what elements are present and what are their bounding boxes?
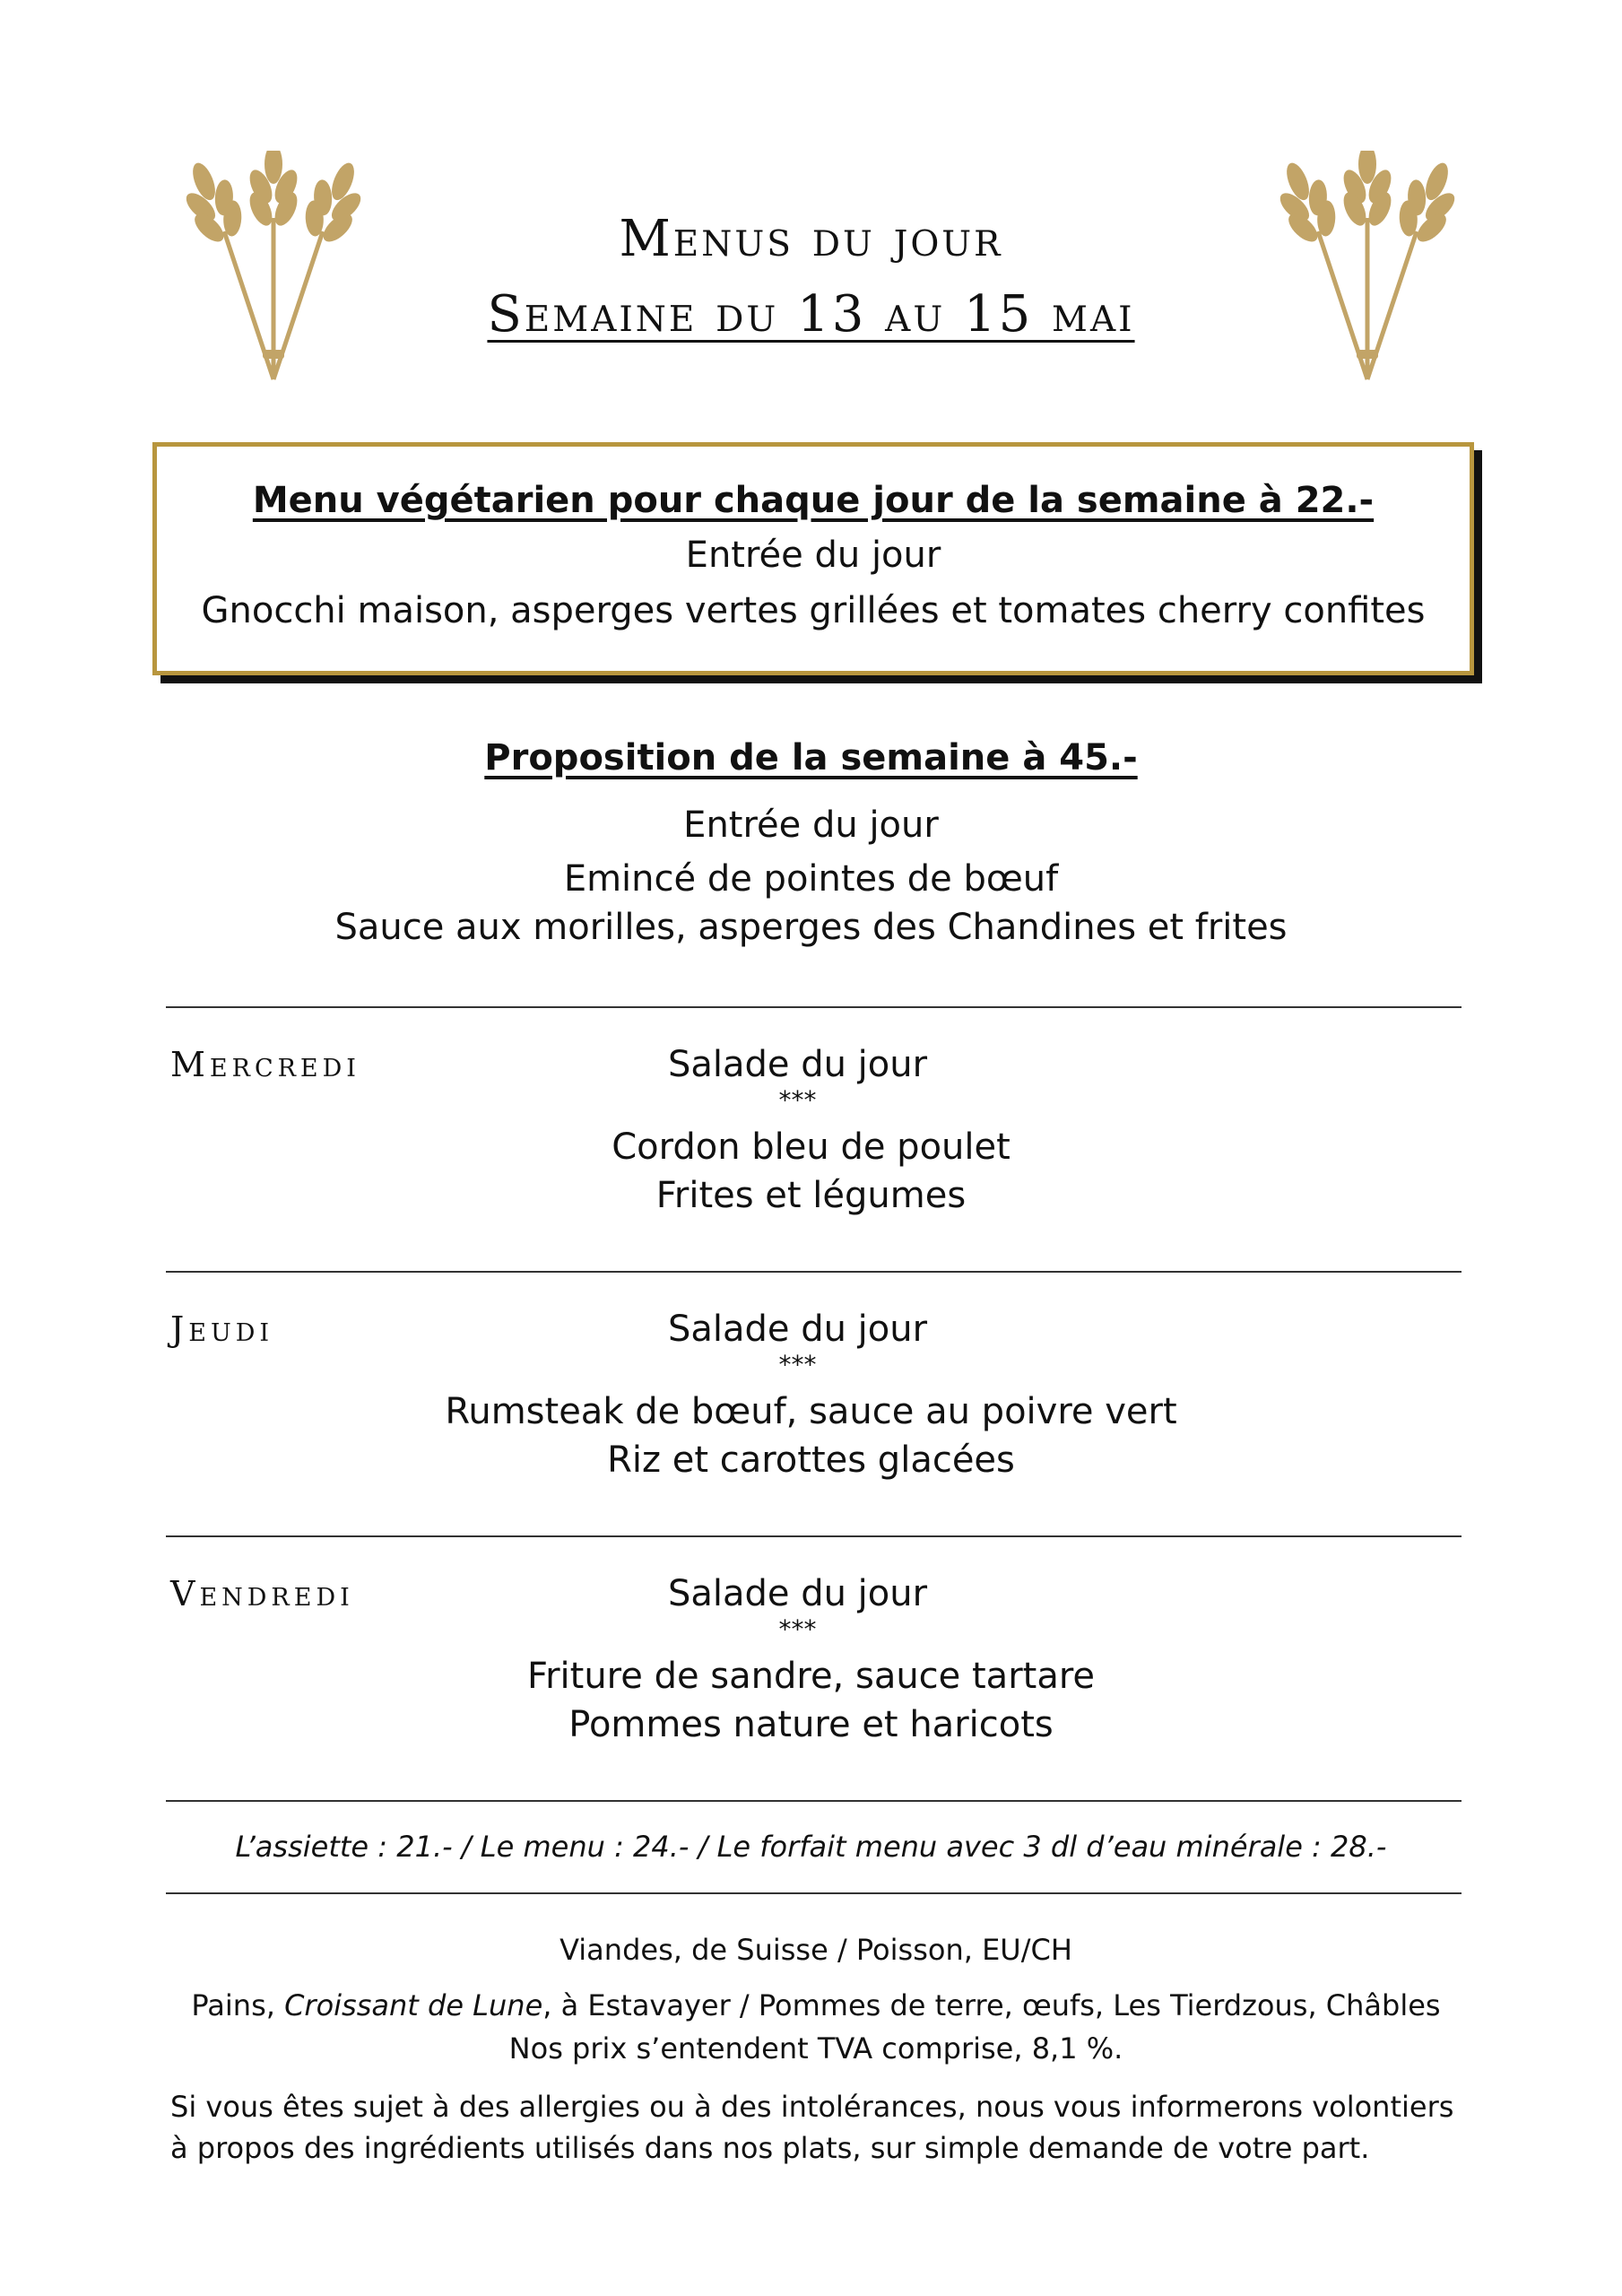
course-separator: *** — [778, 1350, 817, 1379]
day-side-dish: Pommes nature et haricots — [568, 1704, 1054, 1745]
supplier-prefix: Pains, — [191, 1988, 285, 2022]
page-title — [0, 202, 1622, 352]
vegetarian-menu-box — [152, 442, 1474, 675]
day-label-mercredi: Mercredi — [170, 1045, 360, 1084]
divider — [166, 1800, 1462, 1802]
course-separator: *** — [778, 1085, 817, 1115]
vegetarian-menu-title: Menu végétarien pour chaque jour de la semaine à 22.- — [252, 480, 1375, 521]
day-menu-jeudi — [0, 1305, 1622, 1484]
footer-notes — [170, 1928, 1462, 2169]
day-menu-mercredi — [0, 1040, 1622, 1220]
weekly-proposition — [0, 731, 1622, 952]
day-side-dish: Riz et carottes glacées — [607, 1439, 1015, 1481]
supplier-suffix: , à Estavayer / Pommes de terre, œufs, Les Tierdzous, Châbles — [542, 1988, 1441, 2022]
day-starter: Salade du jour — [667, 1044, 928, 1085]
weekly-starter: Entrée du jour — [683, 804, 939, 846]
divider — [166, 1892, 1462, 1894]
divider — [166, 1006, 1462, 1008]
weekly-side: Sauce aux morilles, asperges des Chandines et frites — [334, 907, 1288, 948]
day-starter: Salade du jour — [667, 1309, 928, 1350]
price-list: L’assiette : 21.- / Le menu : 24.- / Le forfait menu avec 3 dl d’eau minérale : 28.- — [235, 1830, 1387, 1864]
menu-title: Menus du jour — [619, 210, 1003, 268]
divider — [166, 1271, 1462, 1273]
origin-note: Viandes, de Suisse / Poisson, EU/CH — [559, 1933, 1072, 1967]
day-label-vendredi: Vendredi — [170, 1574, 354, 1613]
vegetarian-dish: Gnocchi maison, asperges vertes grillées et tomates cherry confites — [201, 590, 1426, 631]
vegetarian-starter: Entrée du jour — [685, 535, 941, 576]
bakery-name: Croissant de Lune — [284, 1988, 543, 2022]
supplier-note — [170, 1984, 1462, 2027]
day-label-jeudi: Jeudi — [170, 1309, 274, 1349]
allergy-note: Si vous êtes sujet à des allergies ou à des intolérances, nous vous informerons volontiers à propos des ingrédients utilisés dans nos plats, sur simple demande de votre part. — [170, 2090, 1454, 2165]
weekly-dish: Emincé de pointes de bœuf — [563, 858, 1059, 900]
weekly-proposition-title: Proposition de la semaine à 45.- — [484, 737, 1138, 778]
day-main-dish: Friture de sandre, sauce tartare — [526, 1656, 1096, 1697]
day-main-dish: Rumsteak de bœuf, sauce au poivre vert — [445, 1391, 1177, 1432]
course-separator: *** — [778, 1614, 817, 1644]
divider — [166, 1535, 1462, 1537]
day-starter: Salade du jour — [667, 1573, 928, 1614]
day-main-dish: Cordon bleu de poulet — [612, 1126, 1010, 1168]
week-subtitle: Semaine du 13 au 15 mai — [487, 285, 1135, 344]
day-menu-vendredi — [0, 1570, 1622, 1749]
vat-note: Nos prix s’entendent TVA comprise, 8,1 %. — [508, 2031, 1123, 2066]
day-side-dish: Frites et légumes — [655, 1175, 967, 1216]
